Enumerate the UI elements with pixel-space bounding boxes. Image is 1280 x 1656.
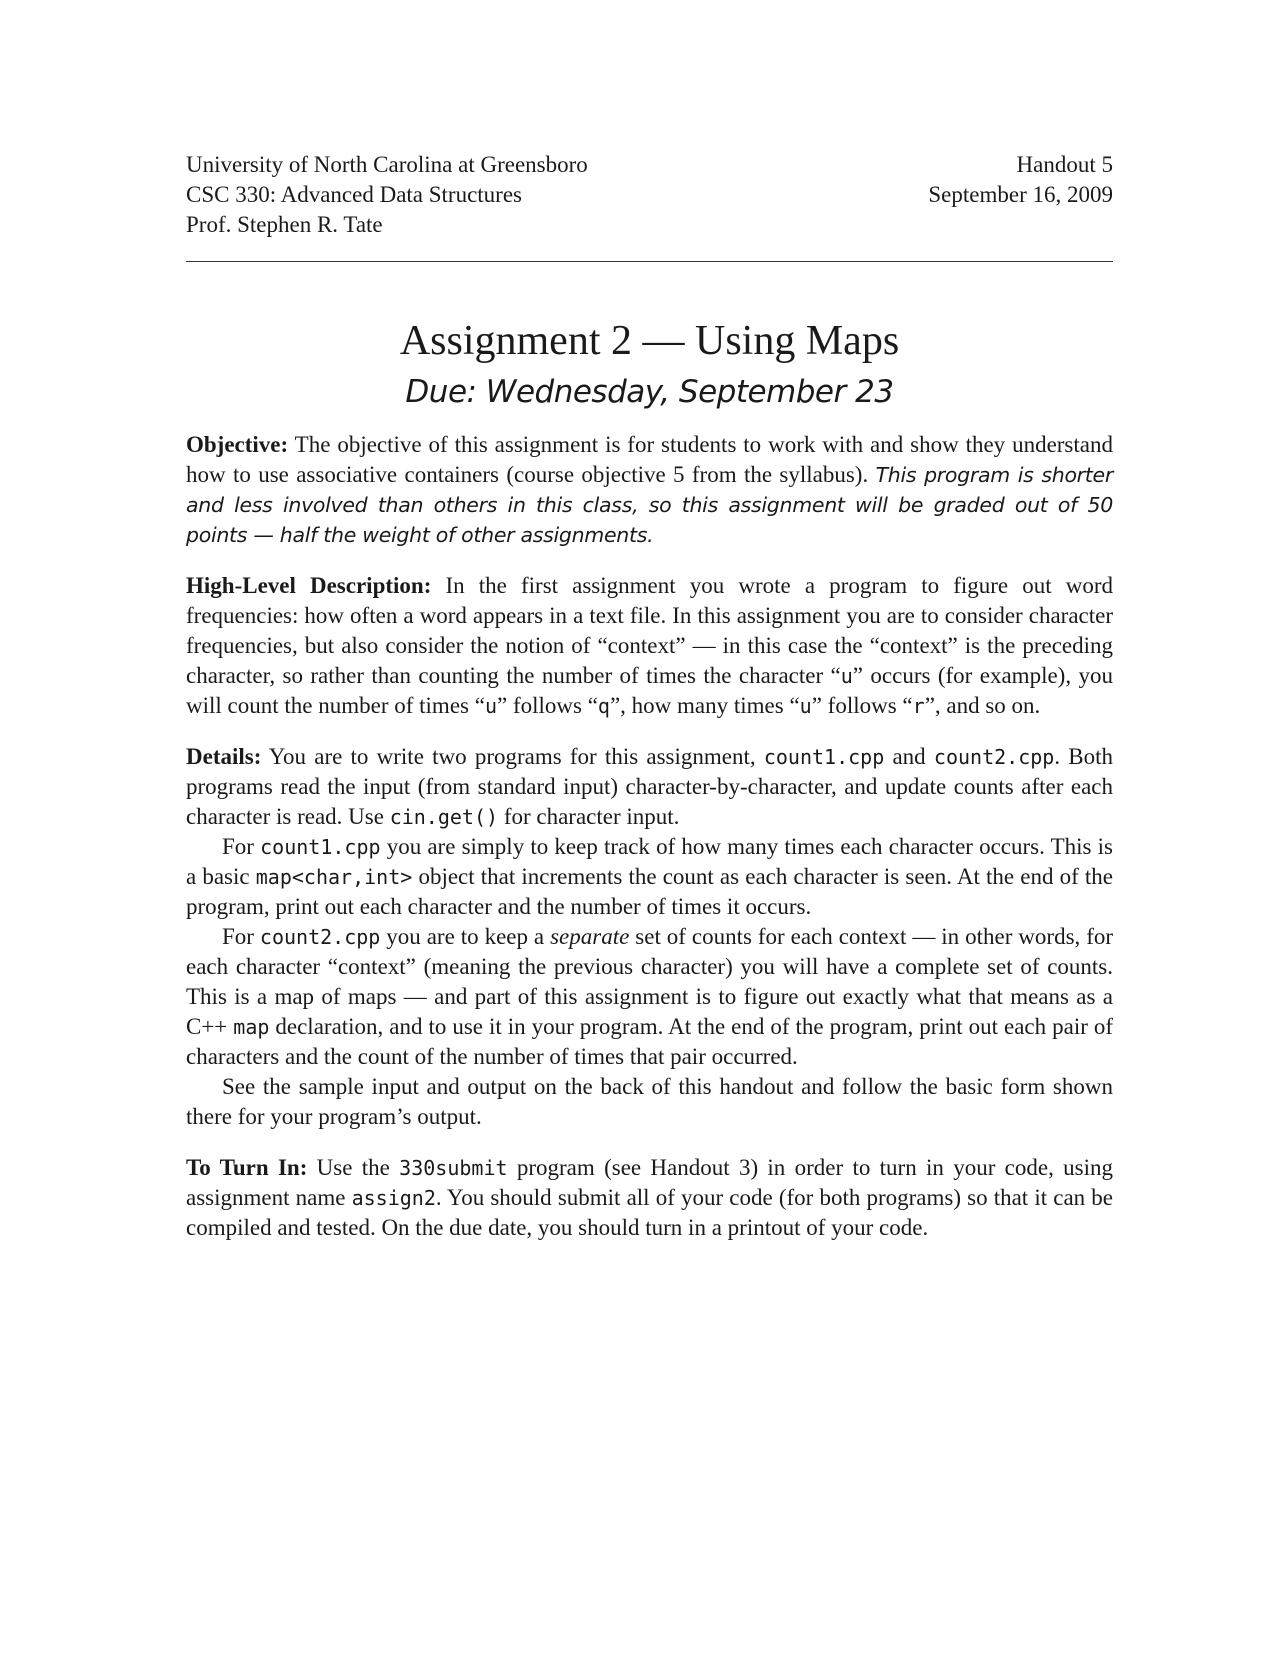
details-text: For (222, 834, 254, 859)
code-map: map (233, 1015, 270, 1039)
objective-label: Objective: (186, 432, 289, 457)
description-text-2: ” occurs (for example), you will count the number of times “ (186, 663, 1113, 718)
objective-note: This program is shorter and less involved than others in this class, so this assignment will be graded out of 50 points — half the weight of other assignments. (186, 463, 1113, 547)
header-left (186, 150, 588, 240)
code-330submit: 330submit (399, 1156, 508, 1180)
code-count1-cpp: count1.cpp (763, 745, 885, 769)
objective-section (186, 430, 1113, 550)
code-count2-cpp: count2.cpp (933, 745, 1055, 769)
description-label: High-Level Description: (186, 573, 432, 598)
objective-text: The objective of this assignment is for students to work with and show they understand how to use associative containers (course objective 5 from the syllabus). (186, 432, 1113, 487)
course-name: CSC 330: Advanced Data Structures (186, 182, 523, 207)
details-label: Details: (186, 744, 262, 769)
description-text-1: In the first assignment you wrote a program to figure out word frequencies: how often a word appears in a text file. In this assignment you are to consider character frequencies, but also consider the notion of “context” — in this case the “context” is the preceding character, so rather than counting the number of times the character “ (186, 573, 1114, 688)
handout-date: September 16, 2009 (928, 182, 1113, 207)
details-text: you are to keep a (386, 924, 545, 949)
details-paragraph-4: See the sample input and output on the back of this handout and follow the basic form shown there for your program’s output. (186, 1074, 1113, 1129)
turn-in-text: program (see Handout 3) in order to turn in your code, using assignment name (186, 1155, 1113, 1210)
details-text: You are to write two programs for this assignment, (268, 744, 756, 769)
code-count2-cpp: count2.cpp (259, 925, 381, 949)
turn-in-text: Use the (316, 1155, 390, 1180)
details-text: and (892, 744, 926, 769)
details-text: object that increments the count as each character is seen. At the end of the program, print out each character and the number of times it occurs. (186, 864, 1113, 919)
char-code-u-3: u (799, 694, 812, 718)
handout-number: Handout 5 (1016, 152, 1113, 177)
details-text: . Both programs read the input (from standard input) character-by-character, and update counts after each character is read. Use (186, 744, 1114, 829)
details-paragraph-3 (186, 922, 1113, 1072)
description-text-3: ” follows “ (496, 693, 598, 718)
description-text-5: ” follows “ (811, 693, 913, 718)
details-text: you are simply to keep track of how many times each character occurs. This is a basic (186, 834, 1113, 889)
code-cin-get: cin.get() (389, 805, 499, 829)
description-section (186, 571, 1113, 721)
details-paragraph-2 (186, 832, 1113, 922)
header-rule (186, 261, 1113, 262)
document-body (186, 430, 1113, 1243)
assignment-title: Assignment 2 — Using Maps (399, 318, 900, 364)
turn-in-text: . You should submit all of your code (for both programs) so that it can be compiled and tested. On the due date, you should turn in a printout of your code. (186, 1185, 1114, 1240)
details-paragraph-1 (186, 742, 1113, 832)
details-text: For (222, 924, 254, 949)
emphasis-separate: separate (550, 924, 630, 949)
description-text-4: ”, how many times “ (609, 693, 800, 718)
turn-in-label: To Turn In: (186, 1155, 308, 1180)
char-code-u-2: u (484, 694, 497, 718)
due-date: Due: Wednesday, September 23 (405, 374, 894, 410)
details-text: declaration, and to use it in your program. At the end of the program, print out each pair of characters and the count of the number of times that pair occurred. (186, 1014, 1113, 1069)
char-code-q: q (597, 694, 610, 718)
details-section (186, 742, 1113, 1132)
turn-in-section (186, 1153, 1113, 1243)
description-text-6: ”, and so on. (924, 693, 1041, 718)
char-code-u-1: u (840, 664, 853, 688)
details-text: set of counts for each context — in other words, for each character “context” (meaning the previous character) you will have a complete set of counts. This is a map of maps — and part of this assignment is to figure out exactly what that means as a C++ (186, 924, 1114, 1039)
code-map-char-int: map<char,int> (255, 865, 413, 889)
code-count1-cpp: count1.cpp (260, 835, 381, 859)
code-assign2: assign2 (351, 1186, 436, 1210)
char-code-r: r (912, 694, 925, 718)
document-header (186, 150, 1113, 240)
handout-page (186, 150, 1113, 1264)
university-name: University of North Carolina at Greensboro (186, 152, 588, 177)
professor-name: Prof. Stephen R. Tate (186, 212, 383, 237)
details-text: for character input. (503, 804, 680, 829)
header-right (928, 150, 1113, 240)
